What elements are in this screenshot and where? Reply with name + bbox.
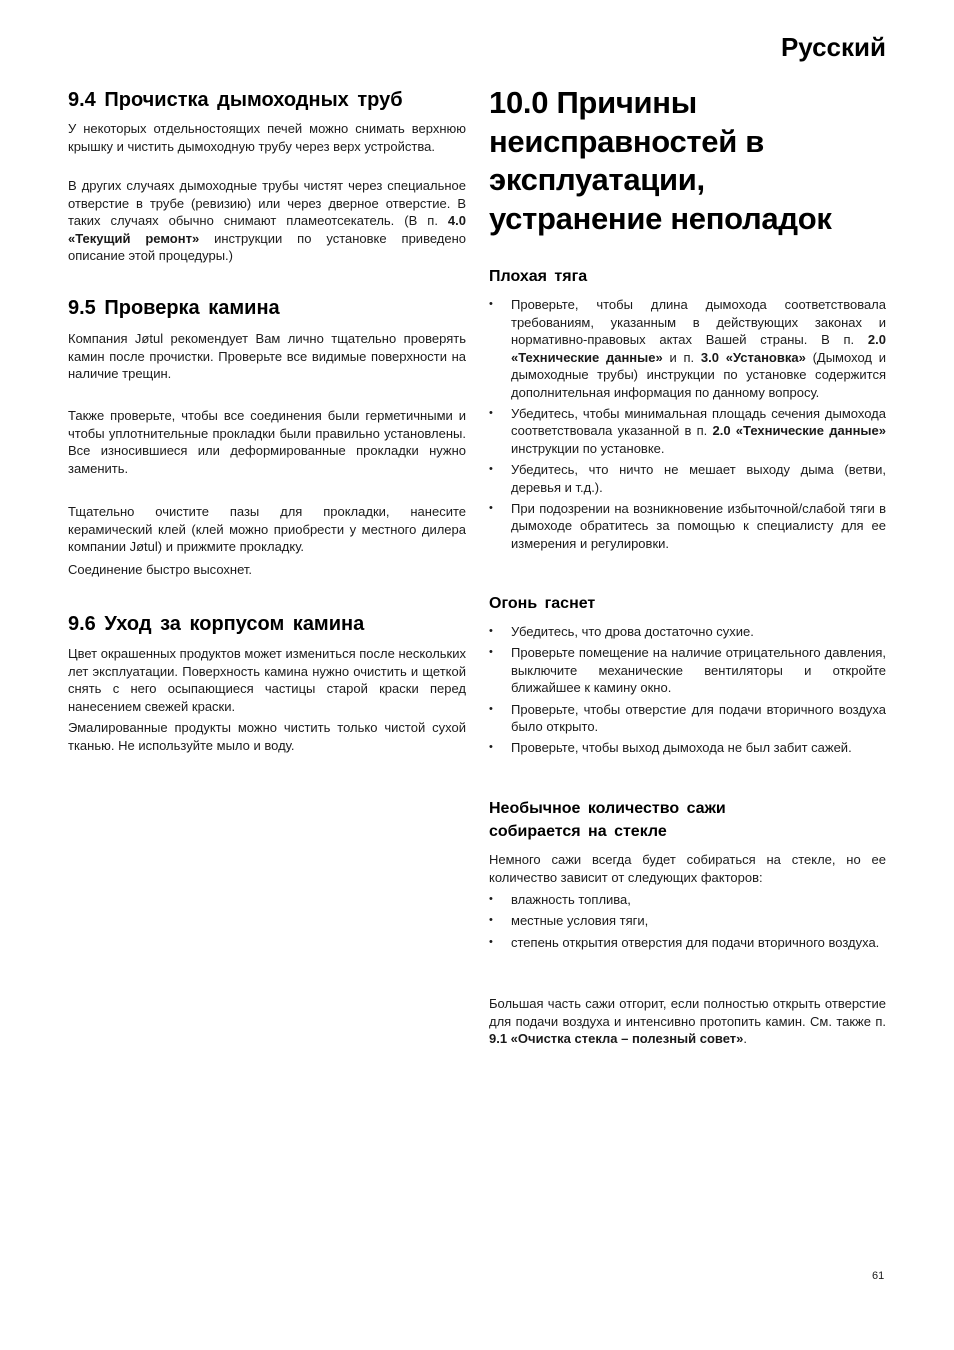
text-run: Цвет окрашенных продуктов может измениться после нескольких лет эксплуатации. Поверхность камина нужно очистить и щеткой снять с него осыпающиеся частицы старой краски перед нанесением свежей краски.	[68, 646, 466, 714]
text-run: местные условия тяги,	[511, 913, 649, 929]
text-run: инструкции по установке приведено описание этой процедуры.)	[68, 230, 466, 263]
bold-reference: 2.0 «Технические данные»	[712, 423, 886, 439]
text-run: Проверьте, чтобы выход дымохода не был забит сажей.	[511, 740, 852, 756]
text-run: и п.	[662, 349, 701, 365]
text-run: влажность топлива,	[511, 892, 631, 907]
soot-factors-list	[489, 891, 886, 955]
bullet-item	[489, 739, 886, 757]
bold-reference: 9.1 «Очистка стекла – полезный совет»	[489, 1031, 744, 1046]
bullet-item	[489, 891, 886, 909]
bullet-item	[489, 461, 886, 496]
section-9-4-heading: 9.4 Прочистка дымоходных труб	[68, 89, 403, 111]
paragraph	[68, 503, 466, 556]
section-9-6-heading: 9.6 Уход за корпусом камина	[68, 613, 365, 635]
text-run: (Дымоход и дымоходные трубы) инструкции по установке содержится дополнительная информация по данному вопросу.	[511, 349, 886, 400]
section-9-5-heading: 9.5 Проверка камина	[68, 297, 280, 319]
bullet-item	[489, 912, 886, 930]
chapter-10-heading: 10.0 Причины неисправностей в эксплуатации, устранение неполадок	[489, 85, 832, 236]
text-run: степень открытия отверстия для подачи вторичного воздуха.	[511, 934, 880, 950]
language-label: Русский	[780, 32, 886, 62]
paragraph	[68, 719, 466, 754]
text-run: Немного сажи всегда будет собираться на стекле, но ее количество зависит от следующих факторов:	[489, 852, 886, 885]
text-run: Проверьте, чтобы отверстие для подачи вторичного воздуха было открыто.	[511, 701, 886, 735]
text-run: У некоторых отдельностоящих печей можно снимать верхнюю крышку и чистить дымоходную трубу через верх устройства.	[68, 121, 466, 154]
fire-goes-out-list	[489, 623, 886, 761]
bullet-item	[489, 934, 886, 952]
paragraph	[68, 120, 466, 155]
text-run: Убедитесь, что ничто не мешает выходу дыма (ветви, деревья и т.д.).	[511, 462, 886, 495]
text-run: Убедитесь, чтобы минимальная площадь сечения дымохода соответствовала указанной в п.	[511, 405, 886, 439]
bullet-item	[489, 500, 886, 553]
text-run: Проверьте помещение на наличие отрицательного давления, выключите механические вентиляторы и откройте ближайшее к камину окно.	[511, 645, 886, 696]
poor-draft-heading: Плохая тяга	[489, 268, 588, 285]
paragraph	[68, 330, 466, 383]
text-run: Эмалированные продукты можно чистить только чистой сухой тканью. Не используйте мыло и воду.	[68, 720, 466, 753]
text-run: Тщательно очистите пазы для прокладки, нанесите керамический клей (клей можно приобрести у местного дилера компании Jøtul) и прижмите прокладку.	[68, 504, 466, 554]
fire-goes-out-heading: Огонь гаснет	[489, 595, 596, 612]
bold-reference: 2.0 «Технические данные»	[511, 332, 886, 365]
bullet-item	[489, 296, 886, 401]
bold-reference: 3.0 «Установка»	[700, 349, 806, 365]
bullet-item	[489, 701, 886, 736]
bullet-item	[489, 405, 886, 458]
text-run: Убедитесь, что дрова достаточно сухие.	[511, 624, 754, 639]
text-run: Также проверьте, чтобы все соединения были герметичными и чтобы уплотнительные прокладки были правильно установлены. Все износившиеся или деформированные прокладки нужно заменить.	[68, 408, 466, 476]
paragraph	[489, 851, 886, 886]
text-run: .	[743, 1031, 748, 1046]
text-run: инструкции по установке.	[511, 440, 665, 456]
bold-reference: 4.0 «Текущий ремонт»	[68, 213, 466, 246]
text-run: При подозрении на возникновение избыточной/слабой тяги в дымоходе обратитесь за помощью к специалисту для ее измерения и регулировки.	[511, 500, 886, 551]
text-run: Проверьте, чтобы длина дымохода соответствовала требованиям, указанным в действующих законах и нормативно-правовых актах Вашей страны. В п.	[511, 297, 886, 347]
paragraph	[68, 177, 466, 265]
bullet-item	[489, 644, 886, 697]
paragraph	[489, 995, 886, 1048]
paragraph	[68, 407, 466, 477]
soot-heading: Необычное количество сажи собирается на стекле	[489, 800, 726, 840]
text-run: Большая часть сажи отгорит, если полностью открыть отверстие для подачи воздуха и интенсивно протопить камин. См. также п.	[489, 996, 886, 1029]
text-run: Соединение быстро высохнет.	[68, 562, 252, 577]
poor-draft-list	[489, 296, 886, 556]
text-run: В других случаях дымоходные трубы чистят через специальное отверстие в трубе (ревизию) или через дверное отверстие. В таких случаях обычно снимают пламеотсекатель. (В п.	[68, 178, 466, 228]
paragraph	[68, 645, 466, 715]
page-number: 61	[872, 1270, 885, 1282]
text-run: Компания Jøtul рекомендует Вам лично тщательно проверять камин после прочистки. Проверьте все видимые поверхности на наличие трещин.	[68, 331, 466, 381]
bullet-item	[489, 623, 886, 641]
paragraph	[68, 561, 466, 579]
